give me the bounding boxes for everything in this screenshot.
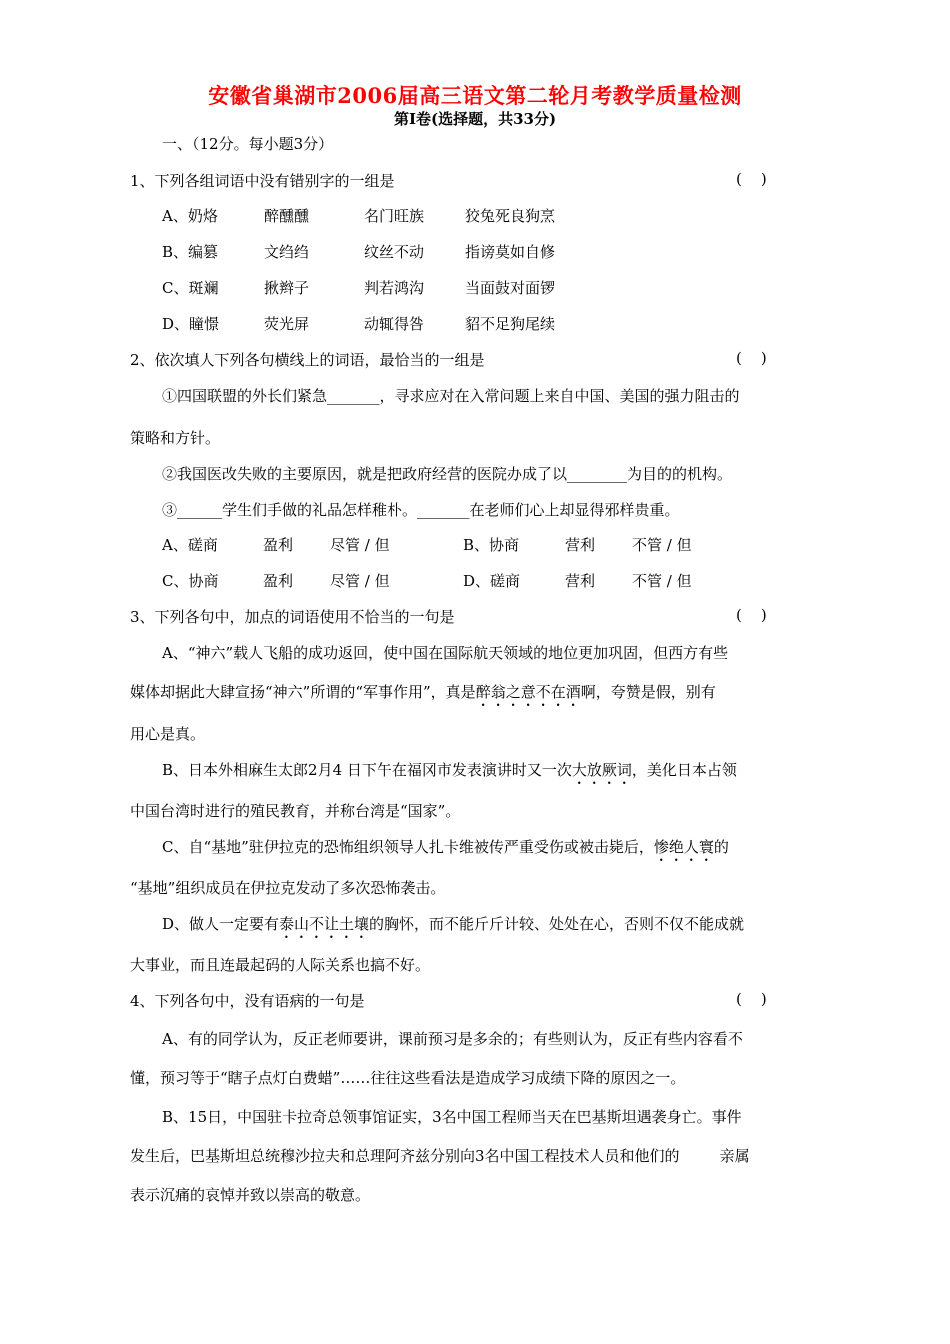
q2-options-row-2 [162, 570, 692, 591]
q3-c-dotted-phrase: 惨绝人寰 [653, 838, 714, 856]
q1-d-word3: 动辄得咎 [364, 315, 425, 333]
q4-b-text: 发生后，巴基斯坦总统穆沙拉夫和总理阿齐兹分别向3名中国工程技术人员和他们的 [130, 1147, 680, 1165]
q2-sentence-1: ①四国联盟的外长们紧急_______，寻求应对在入常问题上来自中国、美国的强力阻击的 [162, 387, 740, 405]
q2-opt-c-word3: 尽管 / 但 [330, 572, 390, 590]
q1-option-d [162, 313, 555, 334]
exam-title: 安徽省巢湖市2006届高三语文第二轮月考教学质量检测 [208, 83, 742, 108]
q1-option-c [162, 277, 555, 298]
q3-c-text-after: 的 [713, 838, 729, 856]
q3-d-text-after: 的胸怀，而不能斤斤计较、处处在心，否则不仅不能成就 [369, 915, 745, 933]
q3-a-dotted-phrase: 醉翁之意不在酒 [475, 683, 581, 701]
q2-options-row-1 [162, 534, 692, 555]
section-heading: 一、（12分。每小题3分） [162, 135, 334, 153]
q1-b-word3: 纹丝不动 [364, 243, 425, 261]
q3-option-a-line1: A、“神六”载人飞船的成功返回，使中国在国际航天领域的地位更加巩固，但西方有些 [162, 644, 729, 662]
q1-c-word2: 揪辫子 [264, 279, 310, 297]
q2-opt-a-word2: 盈利 [263, 536, 294, 554]
q1-b-word1: B、编篡 [162, 243, 219, 261]
q3-d-dotted-phrase: 泰山不让土壤 [279, 915, 370, 933]
q3-option-b-line1 [162, 759, 737, 788]
q2-sentence-1-cont: 策略和方针。 [130, 429, 221, 447]
q1-d-word1: D、瞳憬 [162, 315, 220, 333]
q4-answer-paren: ( ) [736, 990, 767, 1008]
q2-opt-b: B、协商 [463, 536, 520, 554]
q3-option-a-line3: 用心是真。 [130, 725, 206, 743]
q2-answer-paren: ( ) [736, 349, 767, 367]
q2-opt-d-word2: 营利 [565, 572, 596, 590]
q3-stem: 3、下列各句中，加点的词语使用不恰当的一句是 [130, 608, 455, 626]
paper-section-title: 第Ⅰ卷(选择题，共33分) [393, 110, 557, 128]
q2-sentence-2: ②我国医改失败的主要原因，就是把政府经营的医院办成了以________为目的的机构。 [162, 465, 733, 483]
q3-option-a-line2 [130, 681, 716, 710]
q4-option-b-line3: 表示沉痛的哀悼并致以崇高的敬意。 [130, 1186, 371, 1204]
q2-opt-c: C、协商 [162, 572, 219, 590]
q3-option-c-line2: “基地”组织成员在伊拉克发动了多次恐怖袭击。 [130, 879, 446, 897]
q2-opt-b-word3: 不管 / 但 [632, 536, 692, 554]
q2-opt-a: A、磋商 [162, 536, 218, 554]
q1-d-word4: 貂不足狗尾续 [465, 315, 556, 333]
q1-a-word1: A、奶烙 [162, 207, 218, 225]
q3-option-d-line2: 大事业，而且连最起码的人际关系也搞不好。 [130, 956, 431, 974]
q1-a-word2: 醉醺醺 [264, 207, 310, 225]
q2-opt-a-word3: 尽管 / 但 [330, 536, 390, 554]
q3-b-text-after: ，美化日本占领 [631, 761, 737, 779]
q3-option-d-line1 [162, 913, 744, 942]
q1-c-word3: 判若鸿沟 [364, 279, 425, 297]
q2-stem: 2、依次填人下列各句横线上的词语，最恰当的一组是 [130, 351, 485, 369]
q2-opt-c-word2: 盈利 [263, 572, 294, 590]
q4-option-a-line1: A、有的同学认为，反正老师要讲，课前预习是多余的；有些则认为，反正有些内容看不 [162, 1030, 743, 1048]
q1-stem: 1、下列各组词语中没有错别字的一组是 [130, 172, 395, 190]
q1-d-word2: 荧光屏 [264, 315, 310, 333]
q1-b-word2: 文绉绉 [264, 243, 310, 261]
q3-c-text: C、自“基地”驻伊拉克的恐怖组织领导人扎卡维被传严重受伤或被击毙后， [162, 838, 654, 856]
q3-a-text-after: 啊，夸赞是假，别有 [580, 683, 716, 701]
q3-b-text: B、日本外相麻生太郎2月4 日下午在福冈市发表演讲时又一次 [162, 761, 572, 779]
q1-b-word4: 指谤莫如自修 [465, 243, 556, 261]
q3-answer-paren: ( ) [736, 606, 767, 624]
q3-option-b-line2: 中国台湾时进行的殖民教育，并称台湾是“国家”。 [130, 802, 461, 820]
q3-a-text: 媒体却据此大肆宣扬“神六”所谓的“军事作用”，真是 [130, 683, 476, 701]
q3-b-dotted-phrase: 大放厥词 [571, 761, 632, 779]
q1-c-word1: C、斑斓 [162, 279, 219, 297]
q2-opt-b-word2: 营利 [565, 536, 596, 554]
q4-option-b-line2 [130, 1145, 750, 1166]
q3-option-c-line1 [162, 836, 729, 865]
q1-option-a [162, 205, 555, 226]
q1-c-word4: 当面鼓对面锣 [465, 279, 556, 297]
q2-opt-d: D、磋商 [463, 572, 521, 590]
q4-option-a-line2: 懂，预习等于“瞎子点灯白费蜡”……往往这些看法是造成学习成绩下降的原因之一。 [130, 1069, 686, 1087]
q1-option-b [162, 241, 555, 262]
q4-b-text-after: 亲属 [719, 1147, 750, 1165]
q3-d-text: D、做人一定要有 [162, 915, 280, 933]
q1-a-word4: 狡兔死良狗烹 [465, 207, 556, 225]
q4-option-b-line1: B、15日，中国驻卡拉奇总领事馆证实，3名中国工程师当天在巴基斯坦遇袭身亡。事件 [162, 1108, 742, 1126]
q1-a-word3: 名门旺族 [364, 207, 425, 225]
q4-stem: 4、下列各句中，没有语病的一句是 [130, 992, 365, 1010]
q1-answer-paren: ( ) [736, 170, 767, 188]
q2-opt-d-word3: 不管 / 但 [632, 572, 692, 590]
q2-sentence-3: ③______学生们手做的礼品怎样稚朴。_______在老师们心上却显得邪样贵重。 [162, 501, 680, 519]
